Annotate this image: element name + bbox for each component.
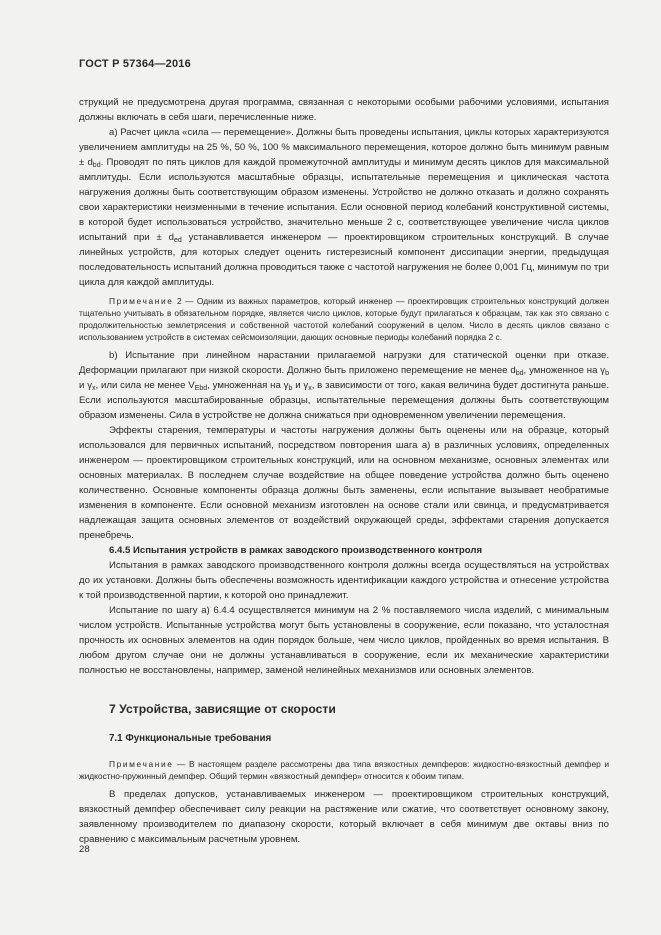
paragraph-aging-effects: Эффекты старения, температуры и частоты нагружения должны быть оценены или на образце, который использовался для первичных испытаний, посредством повторения шага а) в различных условиях, определенных инженером — проектировщиком строительных конструкций, или на основном механизме, основных элементах или основных материалах. В последнем случае воздействие на общее поведение устройства должно быть оценено количественно. Основные компоненты образца должны быть заменены, если испытание вызывает необратимые изменения в компоненте. Если основной механизм изготовлен на основе стали или свинца, и предусматривается надлежащая защита основных элементов от воздействий окружающей среды, эффектами старения допускается пренебречь. (79, 425, 609, 541)
page-body (79, 95, 609, 847)
note-label: Примечание (109, 296, 174, 306)
paragraph-factory-control: Испытания в рамках заводского производственного контроля должны всегда осуществляться на устройствах до их установки. Должны быть обеспечены возможность идентификации каждого устройства и отнесение устройства к той производственной партии, к которой оно принадлежит. (79, 560, 609, 601)
paragraph-step-a-testing: Испытание по шагу а) 6.4.4 осуществляется минимум на 2 % поставляемого числа изделий, с минимальным числом устройств. Испытанные устройства могут быть установлены в сооружение, если показано, что усталостная прочность их основных элементов на один порядок больше, чем число циклов, пройденных во время испытания. В любом другом случае они не должны устанавливаться в сооружение, если их механические характеристики полностью не восстановлены, например, заменой нелинейных механизмов или основных элементов. (79, 605, 609, 676)
note-2: Примечание 2 — Одним из важных параметров, который инженер — проектировщик строительных конструкций должен тщательно учитывать в обязательном порядке, является число циклов, которые будут прилагаться к образцам, так как это связано с продолжительностью землетрясения и собственной частотой колебаний сооружений в целом. Число в десять циклов связано с использованием устройств в системах сейсмоизоляции, дающих основные периоды колебаний порядка 2 с. (79, 296, 609, 342)
subsection-6-4-5-heading: 6.4.5 Испытания устройств в рамках заводского производственного контроля (109, 545, 483, 556)
paragraph-viscous-damper: В пределах допусков, устанавливаемых инженером — проектировщиком строительных конструкций, вязкостный демпфер обеспечивает силу реакции на растяжение или сжатие, что соответствует основному закону, заявленному производителем по диапазону скорости, который включает в себя минимум две октавы вниз по сравнению с максимальным расчетным уровнем. (79, 789, 609, 845)
note-viscous-dampers: Примечание — В настоящем разделе рассмотрены два типа вязкостных демпферов: жидкостно-вязкостный демпфер и жидкостно-пружинный демпфер. Общий термин «вязкостный демпфер» относится к обоим типам. (79, 759, 609, 781)
note-label: Примечание (109, 759, 174, 769)
section-7-heading: 7 Устройства, зависящие от скорости (109, 702, 336, 716)
paragraph-continuation: струкций не предусмотрена другая программа, связанная с некоторыми особыми рабочими условиями, испытания должны включать в себя шаги, перечисленные ниже. (79, 97, 609, 123)
page-number: 28 (79, 844, 90, 855)
section-7-1-heading: 7.1 Функциональные требования (109, 733, 272, 744)
standard-header: ГОСТ Р 57364—2016 (79, 58, 191, 70)
paragraph-step-a: а) Расчет цикла «сила — перемещение». Должны быть проведены испытания, циклы которых характеризуются увеличением амплитуды на 25 %, 50 %, 100 % максимального перемещения, которое должно быть минимум равным ± $d_{bd}$. Проводят по пять циклов для каждой промежуточной амплитуды и минимум десять циклов для максимальной амплитуды. Если используются масштабные образцы, испытательные перемещения и циклическая частота нагружения должны быть соответствующим образом изменены. Устройство не должно отказать и должно сохранять свои характеристики неизменными в течение испытания. Если основной период колебаний конструктивной системы, в которой будет использоваться устройство, значительно меньше 2 с, соответствующее увеличение числа циклов испытаний при ± $d_{ed}$ устанавливается инженером — проектировщиком строительных конструкций. В случае линейных устройств, для которых следует оценить гистерезисный компонент диссипации энергии, предыдущая последовательность испытаний должна проводиться также с частотой нагружения не более 0,001 Гц, минимум по три цикла для каждой амплитуды. (79, 127, 610, 288)
paragraph-step-b: b) Испытание при линейном нарастании прилагаемой нагрузки для статической оценки при отказе. Деформации прилагают при низкой скорости. Должно быть приложено перемещение не менее $d_{bd}$, умноженное на $\gamma_b$ и $\gamma_x$, или сила не менее $V_{Ebd}$, умноженная на $\gamma_b$ и $\gamma_x$, в зависимости от того, какая величина будет достигнута раньше. Если используются масштабированные образцы, испытательные перемещения должны быть соответствующим образом изменены. Сила в устройстве не должна снижаться при одновременном увеличении перемещения. (79, 350, 609, 421)
